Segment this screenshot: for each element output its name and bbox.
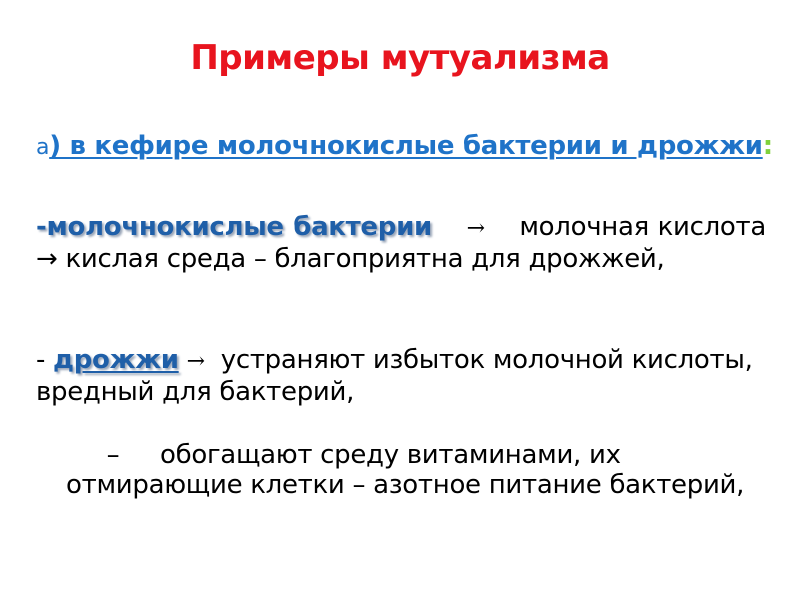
item-a-marker: а [36, 135, 50, 160]
bacteria-prefix: - [36, 212, 47, 242]
item-a-colon: : [762, 131, 773, 161]
yeast-text: устраняют избыток молочной кислоты, вредный для бактерий, [36, 345, 753, 407]
yeast-prefix: - [36, 345, 54, 375]
item-a [36, 130, 794, 164]
yeast-text-2: обогащают среду витаминами, их отмирающие клетки – азотное питание бактерий, [66, 440, 745, 500]
item-a-heading: ) в кефире молочнокислые бактерии и дрожжи [49, 131, 763, 161]
arrow-icon: → [186, 349, 205, 374]
yeast-paragraph [36, 345, 766, 407]
arrow-icon: → [466, 216, 485, 241]
yeast-highlight: дрожжи [53, 345, 179, 375]
bacteria-paragraph [36, 212, 766, 274]
yeast-paragraph-2 [66, 440, 746, 500]
bacteria-text: молочная кислота → кислая среда – благоприятна для дрожжей, [36, 212, 767, 274]
bacteria-highlight: молочнокислые бактерии [46, 212, 432, 242]
slide-title: Примеры мутуализма [190, 38, 610, 78]
yeast-dash: – [106, 440, 120, 470]
